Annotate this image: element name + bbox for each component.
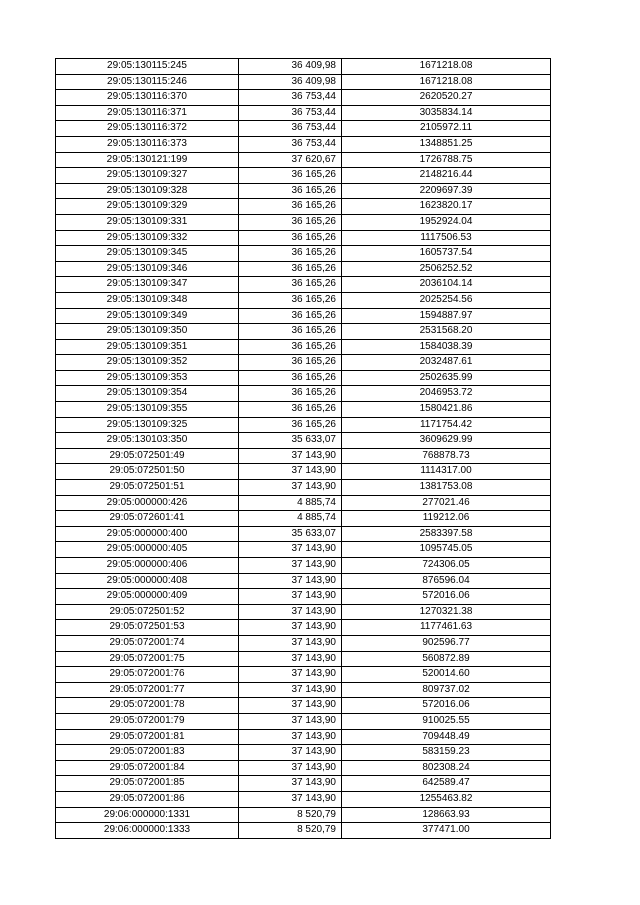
- price-cell: 36 753,44: [239, 121, 342, 137]
- table-row: [56, 589, 551, 605]
- cadastral-number-cell: 29:05:072001:78: [56, 698, 239, 714]
- cadastral-number-cell: 29:05:072001:75: [56, 651, 239, 667]
- value-cell: 2148216.44: [342, 168, 551, 184]
- table-row: [56, 823, 551, 839]
- price-cell: 36 165,26: [239, 277, 342, 293]
- cadastral-number-cell: 29:05:000000:408: [56, 573, 239, 589]
- price-cell: 36 165,26: [239, 261, 342, 277]
- price-cell: 37 143,90: [239, 698, 342, 714]
- cadastral-number-cell: 29:05:130109:332: [56, 230, 239, 246]
- value-cell: 1580421.86: [342, 402, 551, 418]
- table-row: [56, 417, 551, 433]
- value-cell: 520014.60: [342, 667, 551, 683]
- price-cell: 36 165,26: [239, 199, 342, 215]
- table-row: [56, 339, 551, 355]
- table-row: [56, 573, 551, 589]
- cadastral-number-cell: 29:05:130116:373: [56, 136, 239, 152]
- cadastral-number-cell: 29:05:000000:406: [56, 558, 239, 574]
- value-cell: 876596.04: [342, 573, 551, 589]
- price-cell: 37 143,90: [239, 464, 342, 480]
- value-cell: 1594887.97: [342, 308, 551, 324]
- cadastral-number-cell: 29:05:072001:79: [56, 713, 239, 729]
- price-cell: 36 165,26: [239, 417, 342, 433]
- table-row: [56, 698, 551, 714]
- price-cell: 36 753,44: [239, 90, 342, 106]
- table-row: [56, 542, 551, 558]
- value-cell: 2032487.61: [342, 355, 551, 371]
- value-cell: 1270321.38: [342, 604, 551, 620]
- table-row: [56, 791, 551, 807]
- cadastral-number-cell: 29:05:130109:348: [56, 292, 239, 308]
- value-cell: 709448.49: [342, 729, 551, 745]
- value-cell: 1584038.39: [342, 339, 551, 355]
- table-row: [56, 59, 551, 75]
- price-cell: 36 165,26: [239, 355, 342, 371]
- value-cell: 1095745.05: [342, 542, 551, 558]
- value-cell: 2583397.58: [342, 526, 551, 542]
- value-cell: 2209697.39: [342, 183, 551, 199]
- value-cell: 1623820.17: [342, 199, 551, 215]
- price-cell: 37 143,90: [239, 745, 342, 761]
- table-row: [56, 729, 551, 745]
- price-cell: 8 520,79: [239, 823, 342, 839]
- value-cell: 1114317.00: [342, 464, 551, 480]
- value-cell: 2025254.56: [342, 292, 551, 308]
- price-cell: 37 143,90: [239, 558, 342, 574]
- table-row: [56, 152, 551, 168]
- price-cell: 37 143,90: [239, 713, 342, 729]
- price-cell: 37 143,90: [239, 667, 342, 683]
- cadastral-number-cell: 29:05:072001:83: [56, 745, 239, 761]
- value-cell: 724306.05: [342, 558, 551, 574]
- table-row: [56, 480, 551, 496]
- table-row: [56, 620, 551, 636]
- cadastral-number-cell: 29:05:130121:199: [56, 152, 239, 168]
- price-cell: 37 143,90: [239, 448, 342, 464]
- cadastral-number-cell: 29:05:130109:331: [56, 214, 239, 230]
- cadastral-number-cell: 29:05:000000:426: [56, 495, 239, 511]
- price-cell: 37 143,90: [239, 682, 342, 698]
- table-row: [56, 604, 551, 620]
- price-cell: 37 143,90: [239, 760, 342, 776]
- cadastral-number-cell: 29:05:130109:352: [56, 355, 239, 371]
- price-cell: 4 885,74: [239, 511, 342, 527]
- price-cell: 36 165,26: [239, 324, 342, 340]
- price-cell: 36 165,26: [239, 230, 342, 246]
- table-row: [56, 74, 551, 90]
- cadastral-number-cell: 29:05:130115:246: [56, 74, 239, 90]
- value-cell: 572016.06: [342, 589, 551, 605]
- table-row: [56, 558, 551, 574]
- price-cell: 37 143,90: [239, 604, 342, 620]
- price-cell: 37 143,90: [239, 480, 342, 496]
- price-cell: 36 165,26: [239, 183, 342, 199]
- value-cell: 2036104.14: [342, 277, 551, 293]
- table-row: [56, 667, 551, 683]
- price-cell: 37 143,90: [239, 620, 342, 636]
- value-cell: 768878.73: [342, 448, 551, 464]
- cadastral-number-cell: 29:05:130109:327: [56, 168, 239, 184]
- value-cell: 1348851.25: [342, 136, 551, 152]
- value-cell: 2046953.72: [342, 386, 551, 402]
- cadastral-number-cell: 29:05:072001:86: [56, 791, 239, 807]
- cadastral-number-cell: 29:05:072001:85: [56, 776, 239, 792]
- price-cell: 36 165,26: [239, 308, 342, 324]
- value-cell: 1605737.54: [342, 246, 551, 262]
- value-cell: 902596.77: [342, 635, 551, 651]
- table-row: [56, 121, 551, 137]
- value-cell: 2531568.20: [342, 324, 551, 340]
- price-cell: 37 620,67: [239, 152, 342, 168]
- table-row: [56, 277, 551, 293]
- table-row: [56, 230, 551, 246]
- cadastral-number-cell: 29:05:072601:41: [56, 511, 239, 527]
- table-row: [56, 526, 551, 542]
- cadastral-number-cell: 29:05:072001:76: [56, 667, 239, 683]
- price-cell: 36 753,44: [239, 105, 342, 121]
- table-row: [56, 261, 551, 277]
- cadastral-number-cell: 29:05:130109:345: [56, 246, 239, 262]
- table-row: [56, 682, 551, 698]
- cadastral-number-cell: 29:06:000000:1331: [56, 807, 239, 823]
- price-cell: 36 409,98: [239, 74, 342, 90]
- price-cell: 37 143,90: [239, 791, 342, 807]
- cadastral-number-cell: 29:05:130115:245: [56, 59, 239, 75]
- value-cell: 1177461.63: [342, 620, 551, 636]
- price-cell: 36 165,26: [239, 246, 342, 262]
- value-cell: 3035834.14: [342, 105, 551, 121]
- table-row: [56, 308, 551, 324]
- table-row: [56, 511, 551, 527]
- price-cell: 37 143,90: [239, 776, 342, 792]
- price-cell: 36 165,26: [239, 386, 342, 402]
- cadastral-number-cell: 29:05:000000:405: [56, 542, 239, 558]
- cadastral-number-cell: 29:05:130109:353: [56, 370, 239, 386]
- cadastral-number-cell: 29:05:072001:84: [56, 760, 239, 776]
- cadastral-number-cell: 29:05:130109:325: [56, 417, 239, 433]
- table-row: [56, 433, 551, 449]
- cadastral-number-cell: 29:05:130109:346: [56, 261, 239, 277]
- price-cell: 36 165,26: [239, 370, 342, 386]
- price-cell: 36 165,26: [239, 402, 342, 418]
- cadastral-number-cell: 29:05:130116:371: [56, 105, 239, 121]
- cadastral-number-cell: 29:05:130116:370: [56, 90, 239, 106]
- price-cell: 35 633,07: [239, 526, 342, 542]
- table-row: [56, 246, 551, 262]
- table-row: [56, 402, 551, 418]
- price-cell: 37 143,90: [239, 729, 342, 745]
- value-cell: 2506252.52: [342, 261, 551, 277]
- cadastral-number-cell: 29:05:130109:354: [56, 386, 239, 402]
- value-cell: 119212.06: [342, 511, 551, 527]
- cadastral-number-cell: 29:05:072501:52: [56, 604, 239, 620]
- value-cell: 642589.47: [342, 776, 551, 792]
- cadastral-number-cell: 29:05:072501:50: [56, 464, 239, 480]
- value-cell: 1117506.53: [342, 230, 551, 246]
- value-cell: 3609629.99: [342, 433, 551, 449]
- price-cell: 37 143,90: [239, 542, 342, 558]
- price-cell: 36 409,98: [239, 59, 342, 75]
- price-cell: 36 165,26: [239, 339, 342, 355]
- cadastral-number-cell: 29:05:130109:328: [56, 183, 239, 199]
- cadastral-number-cell: 29:05:130109:351: [56, 339, 239, 355]
- value-cell: 809737.02: [342, 682, 551, 698]
- table-row: [56, 464, 551, 480]
- table-row: [56, 448, 551, 464]
- price-cell: 37 143,90: [239, 635, 342, 651]
- cadastral-number-cell: 29:05:130109:349: [56, 308, 239, 324]
- table-row: [56, 292, 551, 308]
- cadastral-number-cell: 29:05:072501:51: [56, 480, 239, 496]
- value-cell: 377471.00: [342, 823, 551, 839]
- value-cell: 1726788.75: [342, 152, 551, 168]
- value-cell: 2502635.99: [342, 370, 551, 386]
- table-row: [56, 90, 551, 106]
- table-row: [56, 199, 551, 215]
- price-cell: 37 143,90: [239, 651, 342, 667]
- cadastral-number-cell: 29:06:000000:1333: [56, 823, 239, 839]
- cadastral-number-cell: 29:05:072501:49: [56, 448, 239, 464]
- cadastral-number-cell: 29:05:072001:77: [56, 682, 239, 698]
- price-cell: 36 165,26: [239, 214, 342, 230]
- value-cell: 1255463.82: [342, 791, 551, 807]
- value-cell: 277021.46: [342, 495, 551, 511]
- value-cell: 128663.93: [342, 807, 551, 823]
- cadastral-number-cell: 29:05:072001:81: [56, 729, 239, 745]
- value-cell: 2620520.27: [342, 90, 551, 106]
- value-cell: 1171754.42: [342, 417, 551, 433]
- table-body: [56, 59, 551, 839]
- table-row: [56, 168, 551, 184]
- table-row: [56, 651, 551, 667]
- cadastral-values-table: [55, 58, 551, 839]
- cadastral-number-cell: 29:05:000000:409: [56, 589, 239, 605]
- table-row: [56, 776, 551, 792]
- table-row: [56, 105, 551, 121]
- cadastral-number-cell: 29:05:072501:53: [56, 620, 239, 636]
- price-cell: 37 143,90: [239, 589, 342, 605]
- table-row: [56, 183, 551, 199]
- table-row: [56, 745, 551, 761]
- price-cell: 36 753,44: [239, 136, 342, 152]
- table-row: [56, 386, 551, 402]
- value-cell: 910025.55: [342, 713, 551, 729]
- cadastral-number-cell: 29:05:130109:347: [56, 277, 239, 293]
- table-row: [56, 635, 551, 651]
- table-row: [56, 370, 551, 386]
- table-row: [56, 807, 551, 823]
- value-cell: 583159.23: [342, 745, 551, 761]
- table-row: [56, 495, 551, 511]
- price-cell: 4 885,74: [239, 495, 342, 511]
- price-cell: 8 520,79: [239, 807, 342, 823]
- cadastral-number-cell: 29:05:072001:74: [56, 635, 239, 651]
- value-cell: 560872.89: [342, 651, 551, 667]
- price-cell: 36 165,26: [239, 168, 342, 184]
- value-cell: 572016.06: [342, 698, 551, 714]
- table-row: [56, 355, 551, 371]
- cadastral-number-cell: 29:05:130109:329: [56, 199, 239, 215]
- cadastral-number-cell: 29:05:130116:372: [56, 121, 239, 137]
- value-cell: 802308.24: [342, 760, 551, 776]
- table-row: [56, 324, 551, 340]
- cadastral-number-cell: 29:05:000000:400: [56, 526, 239, 542]
- price-cell: 35 633,07: [239, 433, 342, 449]
- value-cell: 1671218.08: [342, 74, 551, 90]
- cadastral-number-cell: 29:05:130103:350: [56, 433, 239, 449]
- cadastral-number-cell: 29:05:130109:355: [56, 402, 239, 418]
- table-row: [56, 760, 551, 776]
- value-cell: 1952924.04: [342, 214, 551, 230]
- price-cell: 37 143,90: [239, 573, 342, 589]
- price-cell: 36 165,26: [239, 292, 342, 308]
- cadastral-number-cell: 29:05:130109:350: [56, 324, 239, 340]
- table-row: [56, 713, 551, 729]
- table-row: [56, 214, 551, 230]
- value-cell: 1671218.08: [342, 59, 551, 75]
- value-cell: 2105972.11: [342, 121, 551, 137]
- table-row: [56, 136, 551, 152]
- value-cell: 1381753.08: [342, 480, 551, 496]
